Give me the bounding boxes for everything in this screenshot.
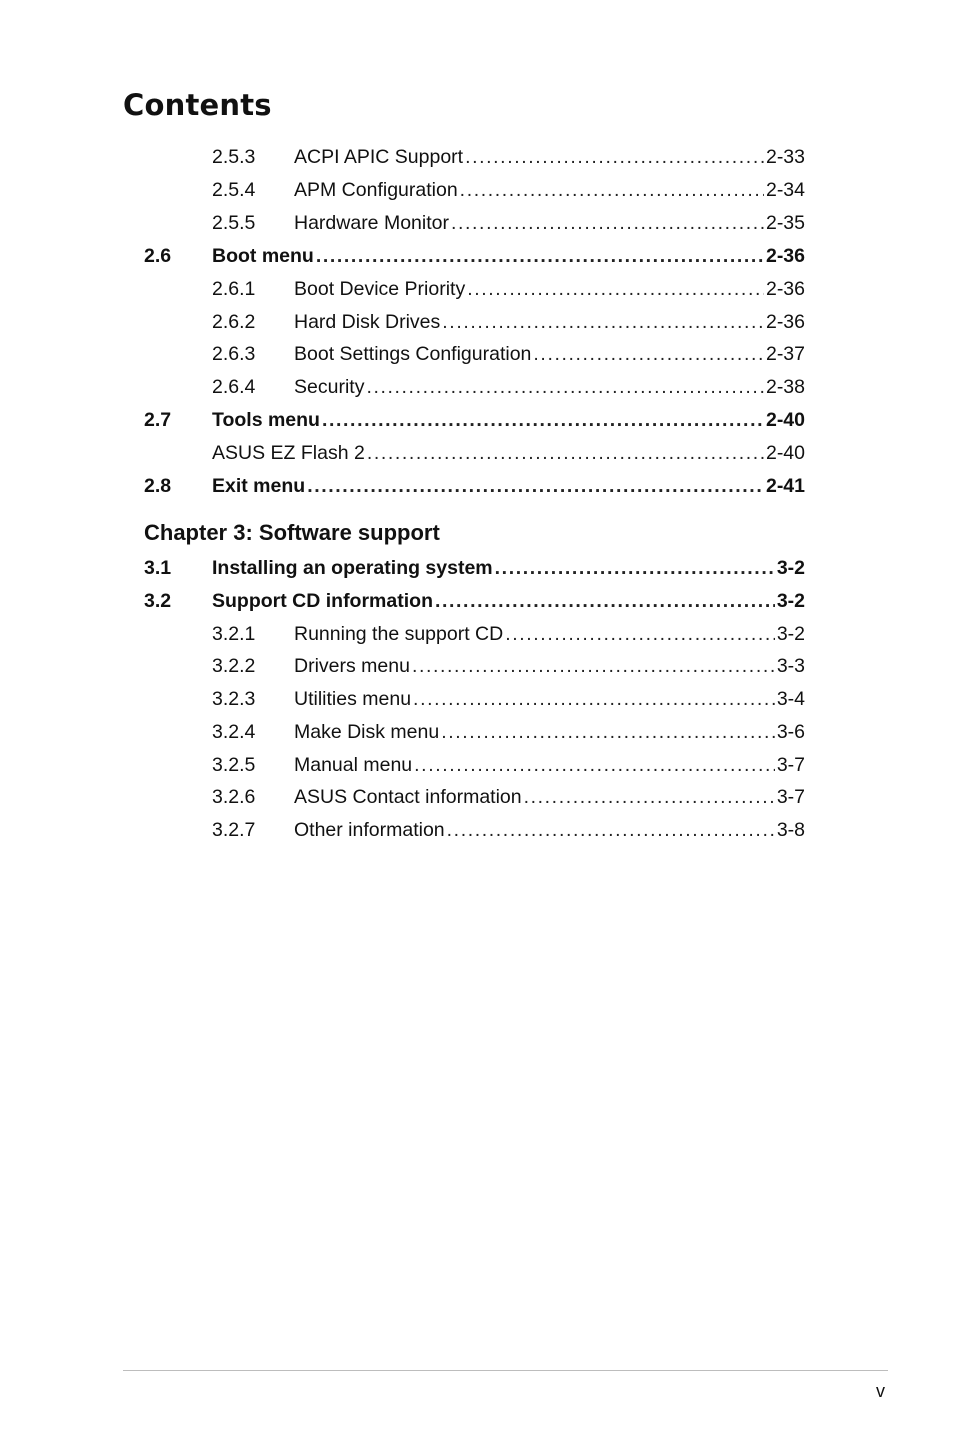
dot-leader bbox=[307, 473, 764, 499]
toc-entry-number: 3.2.1 bbox=[212, 622, 256, 645]
toc-entry[interactable] bbox=[0, 243, 954, 269]
toc-entry[interactable] bbox=[0, 144, 954, 170]
dot-leader bbox=[533, 341, 764, 367]
toc-entry-page: 2-36 bbox=[765, 244, 805, 267]
footer-divider bbox=[123, 1370, 888, 1371]
toc-entry-page: 2-34 bbox=[765, 178, 805, 201]
toc-entry-number: 2.6.4 bbox=[212, 376, 256, 399]
toc-entry-label: Manual menu bbox=[294, 753, 413, 776]
toc-entry-number: 2.6.3 bbox=[212, 343, 256, 366]
toc-entry-number: 2.5.5 bbox=[212, 211, 256, 234]
toc-entry[interactable] bbox=[0, 309, 954, 335]
toc-entry-label: Boot menu bbox=[212, 244, 314, 267]
dot-leader bbox=[367, 440, 764, 466]
toc-entry[interactable] bbox=[0, 440, 954, 466]
toc-entry-page: 2-33 bbox=[765, 146, 805, 168]
toc-entry-label: Security bbox=[294, 376, 365, 399]
toc-entry-page: 2-41 bbox=[765, 475, 805, 497]
toc-entry[interactable] bbox=[0, 177, 954, 203]
toc-entry-label: ASUS Contact information bbox=[294, 786, 522, 809]
toc-entry[interactable] bbox=[0, 407, 954, 433]
dot-leader bbox=[524, 784, 775, 810]
toc-entry-page: 2-40 bbox=[765, 442, 805, 465]
dot-leader bbox=[460, 177, 764, 203]
toc-entry[interactable] bbox=[0, 555, 954, 581]
toc-entry[interactable] bbox=[0, 621, 954, 647]
dot-leader bbox=[465, 144, 764, 170]
toc-entry-label: Installing an operating system bbox=[212, 557, 493, 579]
toc-entry-label: Boot Settings Configuration bbox=[294, 343, 532, 366]
toc-entry-number: 2.6.1 bbox=[212, 277, 256, 300]
toc-entry-number: 3.1 bbox=[144, 557, 172, 579]
dot-leader bbox=[414, 752, 775, 778]
page-number: v bbox=[876, 1381, 885, 1401]
dot-leader bbox=[435, 588, 775, 614]
toc-entry-label: Exit menu bbox=[212, 475, 306, 497]
toc-entry-label: Make Disk menu bbox=[294, 720, 440, 743]
toc-entry-number: 3.2.2 bbox=[212, 655, 256, 678]
dot-leader bbox=[505, 621, 775, 647]
toc-entry[interactable] bbox=[0, 374, 954, 400]
toc-entry-number: 3.2.7 bbox=[212, 819, 256, 841]
toc-entry[interactable] bbox=[0, 276, 954, 302]
toc-entry-page: 2-36 bbox=[765, 310, 805, 333]
toc-entry-page: 3-6 bbox=[776, 720, 805, 743]
toc-entry-number: 3.2 bbox=[144, 589, 172, 612]
toc-entry-number: 3.2.4 bbox=[212, 720, 256, 743]
toc-entry-label: Other information bbox=[294, 819, 445, 841]
toc-entry-number: 2.5.4 bbox=[212, 178, 256, 201]
toc-entry-label: Boot Device Priority bbox=[294, 277, 466, 300]
toc-entry-number: 2.6 bbox=[144, 244, 172, 267]
toc-entry-label: Support CD information bbox=[212, 589, 433, 612]
toc-entry-page: 2-38 bbox=[765, 376, 805, 399]
toc-entry-page: 3-7 bbox=[776, 753, 805, 776]
toc-entry-label: Running the support CD bbox=[294, 622, 504, 645]
toc-entry[interactable] bbox=[0, 341, 954, 367]
dot-leader bbox=[495, 555, 775, 581]
toc-entry-number: 2.7 bbox=[144, 409, 172, 432]
toc-entry-label: Hard Disk Drives bbox=[294, 310, 441, 333]
toc-entry-number: 2.8 bbox=[144, 475, 172, 497]
toc-entry-label: Drivers menu bbox=[294, 655, 410, 678]
dot-leader bbox=[441, 719, 775, 745]
dot-leader bbox=[322, 407, 764, 433]
toc-entry-number: 3.2.5 bbox=[212, 753, 256, 776]
toc-entry-page: 2-36 bbox=[765, 277, 805, 300]
dot-leader bbox=[447, 817, 775, 843]
toc-entry-number: 3.2.6 bbox=[212, 786, 256, 809]
toc-entry-page: 2-37 bbox=[765, 343, 805, 366]
toc-entry-label: Utilities menu bbox=[294, 688, 412, 710]
toc-entry-page: 3-3 bbox=[776, 655, 805, 678]
toc-entry-number: 2.6.2 bbox=[212, 310, 256, 333]
toc-entry-page: 3-8 bbox=[776, 819, 805, 841]
toc-entry-label: APM Configuration bbox=[294, 178, 458, 201]
toc-entry[interactable] bbox=[0, 653, 954, 679]
toc-entry-number: 2.5.3 bbox=[212, 146, 256, 168]
dot-leader bbox=[467, 276, 764, 302]
page-title: Contents bbox=[123, 88, 272, 122]
toc-entry[interactable] bbox=[0, 210, 954, 236]
toc-entry-page: 3-2 bbox=[776, 622, 805, 645]
toc-entry[interactable] bbox=[0, 784, 954, 810]
toc-entry-page: 2-40 bbox=[765, 409, 805, 432]
toc-entry-label: Tools menu bbox=[212, 409, 320, 432]
toc-entry[interactable] bbox=[0, 588, 954, 614]
toc-entry-page: 3-2 bbox=[776, 557, 805, 579]
toc-entry[interactable] bbox=[0, 686, 954, 712]
dot-leader bbox=[442, 309, 764, 335]
toc-entry-page: 3-7 bbox=[776, 786, 805, 809]
toc-entry-label: ACPI APIC Support bbox=[294, 146, 464, 168]
dot-leader bbox=[412, 653, 775, 679]
toc-entry-label: ASUS EZ Flash 2 bbox=[212, 442, 365, 465]
dot-leader bbox=[366, 374, 764, 400]
dot-leader bbox=[451, 210, 764, 236]
toc-entry-page: 3-2 bbox=[776, 589, 805, 612]
toc-entry[interactable] bbox=[0, 817, 954, 843]
toc-entry[interactable] bbox=[0, 473, 954, 499]
chapter-heading: Chapter 3: Software support bbox=[144, 520, 440, 545]
dot-leader bbox=[413, 686, 775, 712]
toc-entry[interactable] bbox=[0, 719, 954, 745]
toc-entry-page: 3-4 bbox=[776, 688, 805, 710]
toc-entry-number: 3.2.3 bbox=[212, 688, 256, 710]
toc-entry[interactable] bbox=[0, 752, 954, 778]
toc-entry-page: 2-35 bbox=[765, 211, 805, 234]
dot-leader bbox=[316, 243, 764, 269]
toc-entry-label: Hardware Monitor bbox=[294, 211, 449, 234]
